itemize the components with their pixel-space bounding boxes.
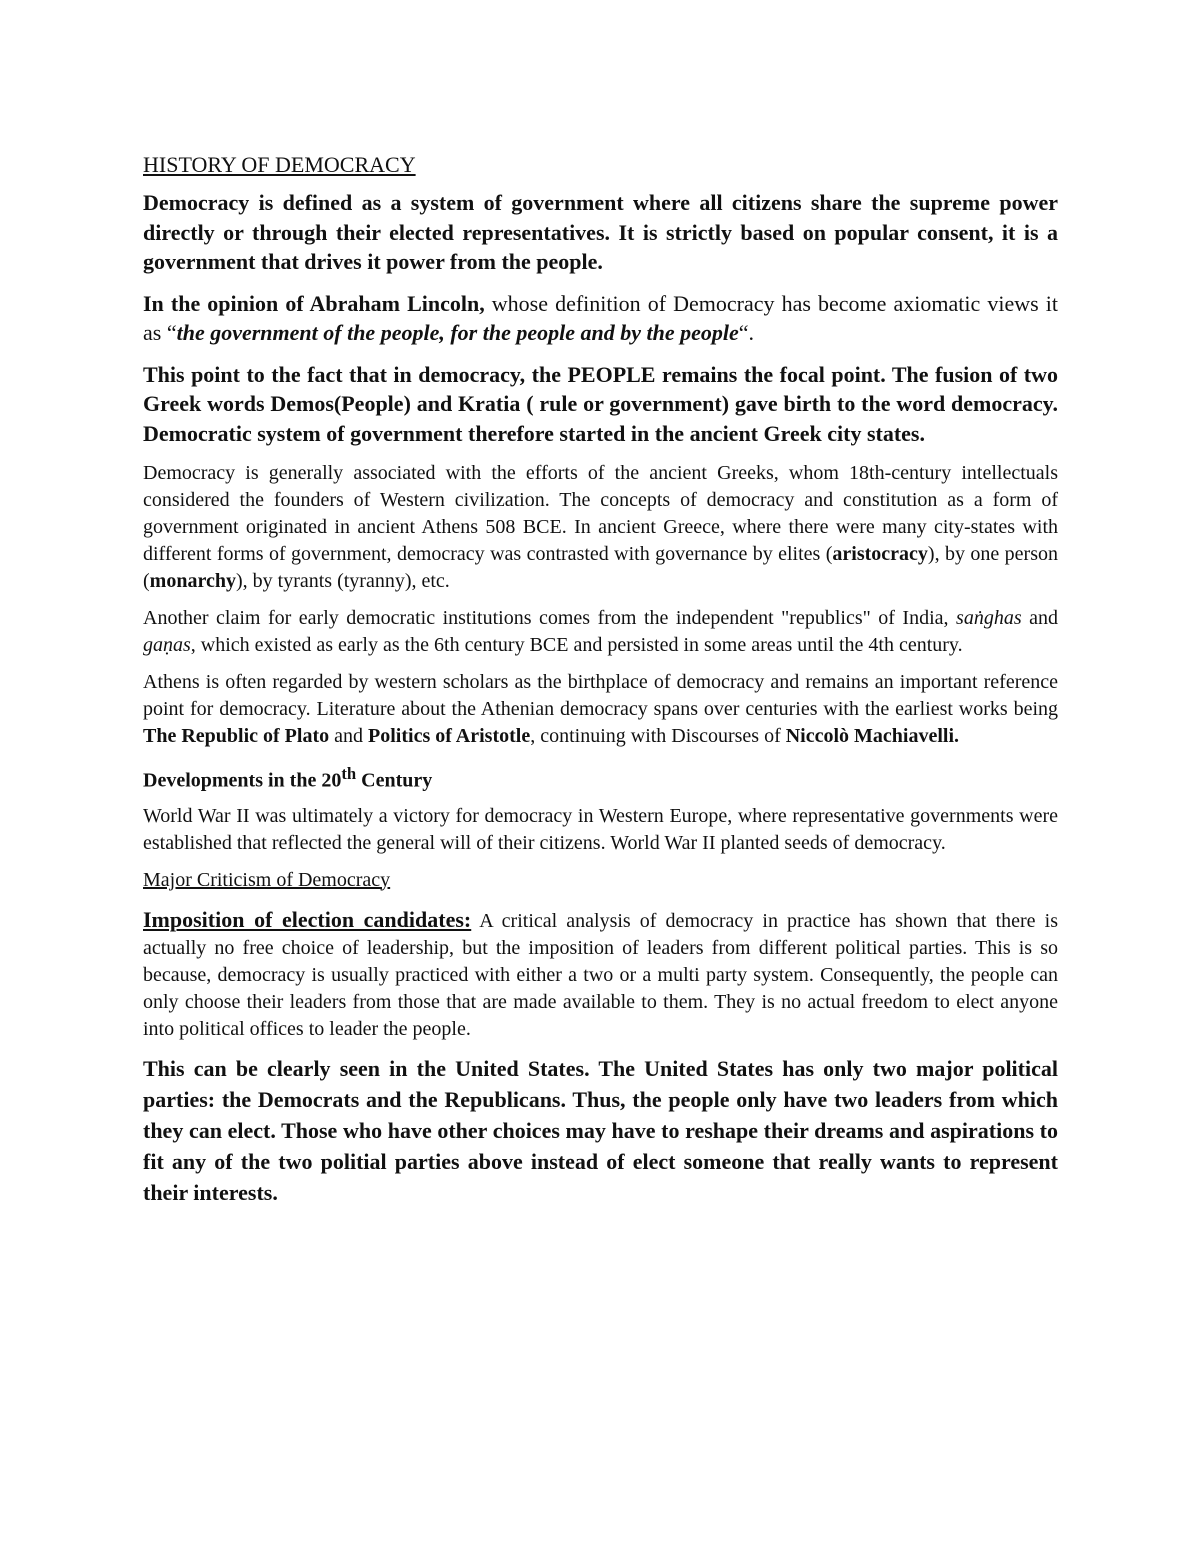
ancient-greeks-paragraph: Democracy is generally associated with the efforts of the ancient Greeks, whom 18th-century intellectuals considered the founders of Western civilization. The concepts of democracy and constitution as a form of government originated in ancient Athens 508 BCE. In ancient Greece, where there were many city-states with different forms of government, democracy was contrasted with governance by elites (aristocracy), by one person (monarchy), by tyrants (tyranny), etc.	[143, 462, 1058, 592]
ww2-paragraph: World War II was ultimately a victory for democracy in Western Europe, where representative governments were established that reflected the general will of their citizens. World War II planted seeds of democracy.	[143, 804, 1058, 854]
greek-origin-paragraph: This point to the fact that in democracy, the PEOPLE remains the focal point. The fusion of two Greek words Demos(People) and Kratia ( rule or government) gave birth to the word democracy. Democratic system of government therefore started in the ancient Greek city states.	[143, 361, 1059, 446]
lincoln-paragraph: In the opinion of Abraham Lincoln, whose definition of Democracy has become axiomatic views it as “the government of the people, for the people and by the people“.	[143, 290, 1058, 345]
section-heading-20th-century: Developments in the 20th Century	[143, 764, 433, 792]
document-body	[143, 152, 1058, 1208]
imposition-paragraph: Imposition of election candidates: A critical analysis of democracy in practice has shown that there is actually no free choice of leadership, but the imposition of leaders from different political parties. This is so because, democracy is usually practiced with either a two or a multi party system. Consequently, the people can only choose their leaders from those that are made available to them. They is no actual freedom to elect anyone into political offices to leader the people.	[143, 906, 1058, 1040]
section-heading-criticism: Major Criticism of Democracy	[143, 868, 391, 891]
document-title: HISTORY OF DEMOCRACY	[143, 152, 416, 177]
definition-paragraph: Democracy is defined as a system of government where all citizens share the supreme power directly or through their elected representatives. It is strictly based on popular consent, it is a government that drives it power from the people.	[143, 190, 1058, 274]
india-paragraph: Another claim for early democratic institutions comes from the independent "republics" of India, saṅghas and gaṇas, which existed as early as the 6th century BCE and persisted in some areas until the 4th century.	[143, 607, 1058, 656]
athens-paragraph: Athens is often regarded by western scholars as the birthplace of democracy and remains an important reference point for democracy. Literature about the Athenian democracy spans over centuries with the earliest works being The Republic of Plato and Politics of Aristotle, continuing with Discourses of Niccolò Machiavelli.	[143, 671, 1058, 747]
united-states-paragraph: This can be clearly seen in the United States. The United States has only two major political parties: the Democrats and the Republicans. Thus, the people only have two leaders from which they can elect. Those who have other choices may have to reshape their dreams and aspirations to fit any of the two politial parties above instead of elect someone that really wants to represent their interests.	[143, 1055, 1058, 1205]
